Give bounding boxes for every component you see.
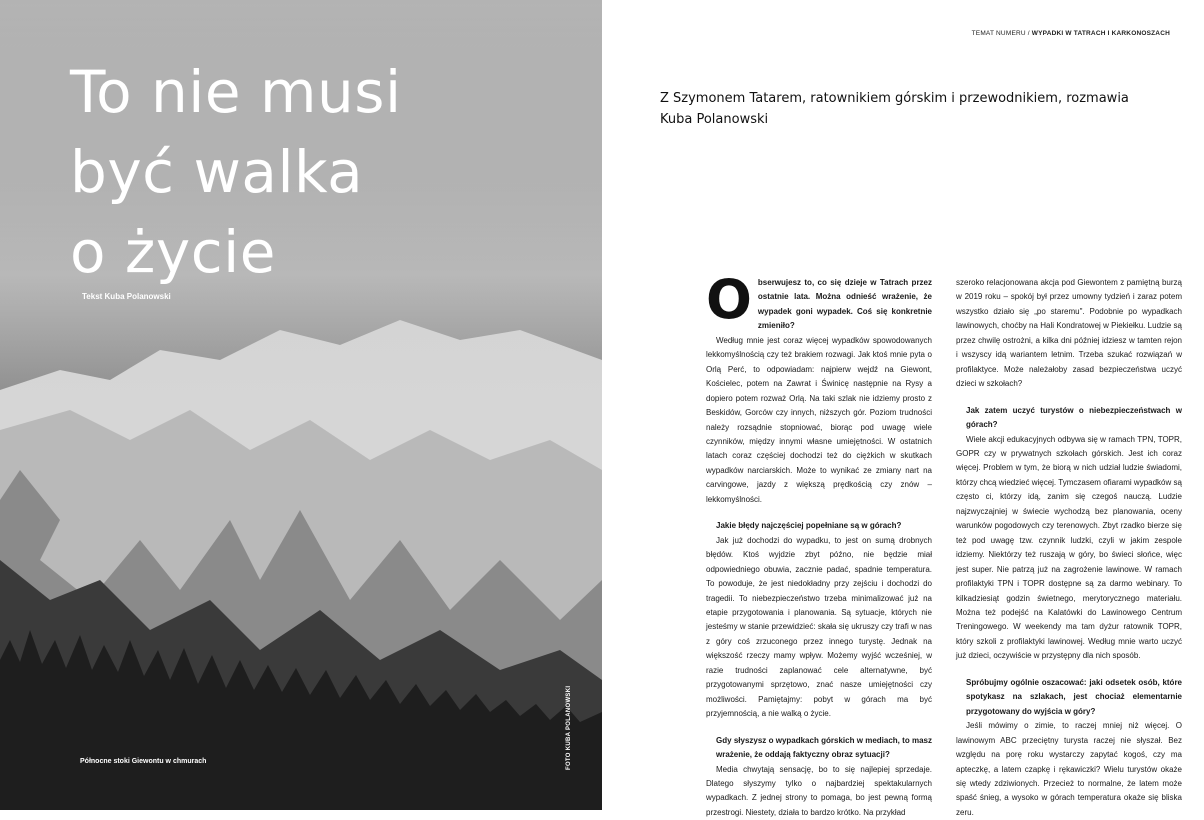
answer-paragraph: Media chwytają sensację, bo to się najlepiej sprzedaje. Dlatego słyszymy tylko o najbardziej spektakularnych wypadkach. Z jednej strony to pomaga, bo jest pewną formą przestrogi. Niestety, działa to bardzo krótko. Na przykład [706, 763, 932, 820]
section-header [972, 30, 1170, 37]
answer-paragraph: Jeśli mówimy o zimie, to raczej mniej niż więcej. O lawinowym ABC przeciętny turysta raczej nie słyszał. Bez względu na porę roku wystarczy zapytać kogoś, czy ma apteczkę, a latem czapkę i rękawiczki? Wielu turystów okaże się wtedy zdziwionych. Przecież to normalne, że latem może spaść śnieg, a wysoko w górach temperatura okaże się bliska zeru. [956, 719, 1182, 820]
text-column-2 [956, 276, 1182, 820]
section-title: WYPADKI W TATRACH I KARKONOSZACH [1032, 30, 1170, 37]
text-column-1 [706, 276, 932, 820]
question: Spróbujmy ogólnie oszacować: jaki odsetek osób, które spotykasz na szlakach, jest chociaż elementarnie przygotowany do wyjścia w góry? [956, 676, 1182, 719]
answer-paragraph: Jak już dochodzi do wypadku, to jest on sumą drobnych błędów. Ktoś wyjdzie zbyt późno, nie będzie miał odpowiedniego obuwia, zacznie padać, spadnie temperatura. To powoduje, że jest niedokładny przy zejściu i dochodzi do tragedii. To niebezpieczeństwo trzeba minimalizować już na etapie przygotowania i planowania. Są sytuacje, których nie jesteśmy w stanie przewidzieć: skała się ukruszy czy trafi w nas z góry coś zrzuconego przez innego turystę. Jednak na większość rzeczy mamy wpływ. Możemy wyjść wcześniej, w razie trudności zaplanować cele alternatywne, być przygotowanymi sprzętowo, znać nasze umiejętności czy możliwości. Pamiętajmy: pobyt w górach ma być przyjemnością, a nie walką o życie. [706, 534, 932, 722]
mountain-photo [0, 0, 602, 810]
article-page [602, 0, 1204, 810]
drop-cap: O [706, 276, 752, 324]
answer-paragraph: szeroko relacjonowana akcja pod Giewontem z pamiętną burzą w 2019 roku – spokój był przez umowny tydzień i zaraz potem wszystko działo się „po staremu". Podobnie po wypadkach lawinowych, choćby na Hali Kondratowej w Piekiełku. Ludzie są przez chwilę ostrożni, a kilka dni później idziesz w tamten rejon i wszyscy idą wariantem letnim. Trzeba szukać rozwiązań w profilaktyce. Może należałoby zasad bezpieczeństwa uczyć dzieci w szkołach? [956, 276, 1182, 392]
section-label: TEMAT NUMERU / [972, 30, 1030, 37]
question: Jak zatem uczyć turystów o niebezpieczeństwach w górach? [956, 404, 1182, 433]
answer-paragraph: Według mnie jest coraz więcej wypadków spowodowanych lekkomyślnością czy też brakiem rozwagi. Jak ktoś mnie pyta o Orlą Perć, to odpowiadam: najpierw wejdź na Giewont, Kościelec, potem na Zawrat i Świnicę następnie na Rysy a dopiero potem rozważ Orlą. Na taki szlak nie idziemy prosto z Beskidów, Gorców czy innych, niższych gór. Poziom trudności należy rozsądnie stopniować, biorąc pod uwagę wiele czynników, między innymi własne umiejętności. W ostatnich latach coraz częściej dochodzi też do ciężkich w skutkach wypadków narciarskich. Może to wynikać ze zmiany nart na carvingowe, jazdy z większą prędkością czy znów – lekkomyślności. [706, 334, 932, 507]
photo-caption: Północne stoki Giewontu w chmurach [80, 758, 206, 765]
question: bserwujesz to, co się dzieje w Tatrach przez ostatnie lata. Można odnieść wrażenie, że wypadek goni wypadek. Coś się konkretnie zmieniło? [706, 276, 932, 334]
photo-credit: FOTO KUBA POLANOWSKI [566, 686, 572, 770]
headline: To nie musi być walka o życie [70, 52, 402, 292]
byline: Tekst Kuba Polanowski [82, 292, 171, 301]
question: Jakie błędy najczęściej popełniane są w górach? [706, 519, 932, 533]
article-intro: Z Szymonem Tatarem, ratownikiem górskim i przewodnikiem, rozmawia Kuba Polanowski [660, 88, 1140, 130]
answer-paragraph: Wiele akcji edukacyjnych odbywa się w ramach TPN, TOPR, GOPR czy w prywatnych szkołach górskich. Jest ich coraz więcej. Problem w tym, że biorą w nich udział ludzie świadomi, którzy chcą wiedzieć więcej. Tymczasem ofiarami wypadków są często ci, którzy idą, zanim się czegoś nauczą. Ludzie najzwyczajniej w świecie wychodzą bez planowania, oceny warunków pogodowych czy terenowych. Zbyt rzadko bierze się też pod uwagę tzw. czynnik ludzki, czyli w jakim zespole idziemy. Niektórzy też ruszają w góry, bo świeci słońce, więc jest super. Nie patrzą już na zagrożenie lawinowe. W ramach profilaktyki TPN i TOPR dostępne są za darmo webinary. To kilkadziesiąt godzin świetnego, merytorycznego materiału. Można też podejść na Kalatówki do Lawinowego Centrum Treningowego. W weekendy ma tam dyżur ratownik TOPR, który szkoli z profilaktyki lawinowej. Według mnie warto uczyć już dzieci, oczywiście w przystępny dla nich sposób. [956, 433, 1182, 664]
question: Gdy słyszysz o wypadkach górskich w mediach, to masz wrażenie, że oddają faktyczny obraz sytuacji? [706, 734, 932, 763]
